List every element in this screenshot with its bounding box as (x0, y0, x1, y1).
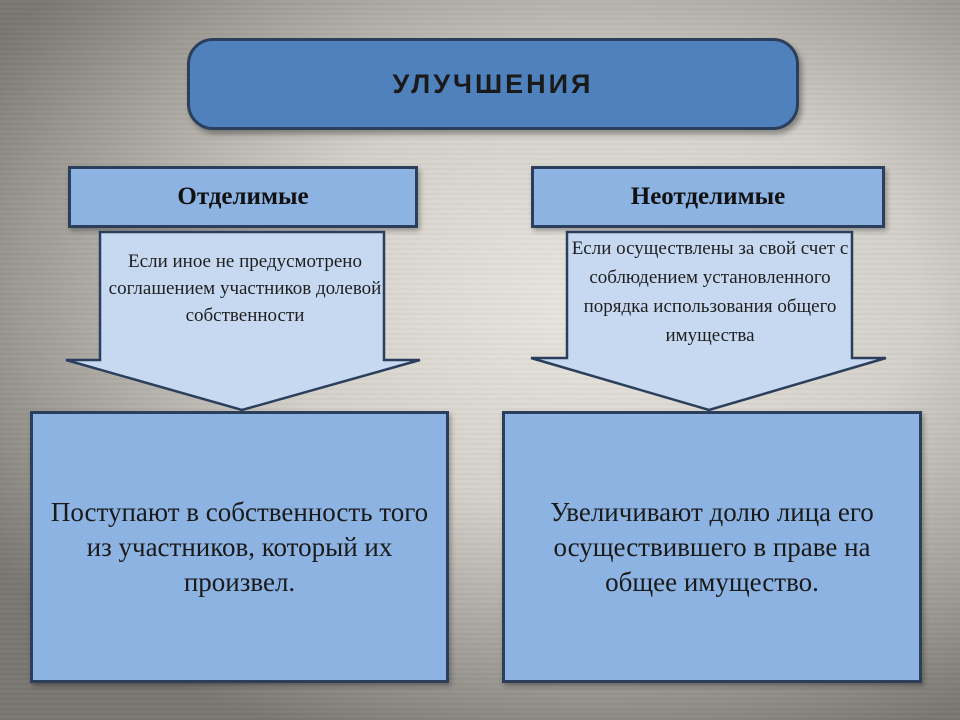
title-text: УЛУЧШЕНИЯ (392, 68, 594, 99)
condition-text-separable: Если иное не предусмотрено соглашением участников долевой собственности (108, 251, 382, 326)
result-text-inseparable: Увеличивают долю лица его осуществившего в праве на общее имущество. (550, 496, 874, 597)
result-box-inseparable (502, 411, 922, 683)
category-label-separable: Отделимые (177, 183, 309, 210)
result-box-separable (30, 411, 449, 683)
category-label-inseparable: Неотделимые (630, 183, 786, 210)
result-text-separable: Поступают в собственность того из участников, который их произвел. (50, 496, 429, 597)
condition-text-inseparable: Если осуществлены за свой счет с соблюдением установленного порядка использования общего имущества (571, 238, 849, 346)
